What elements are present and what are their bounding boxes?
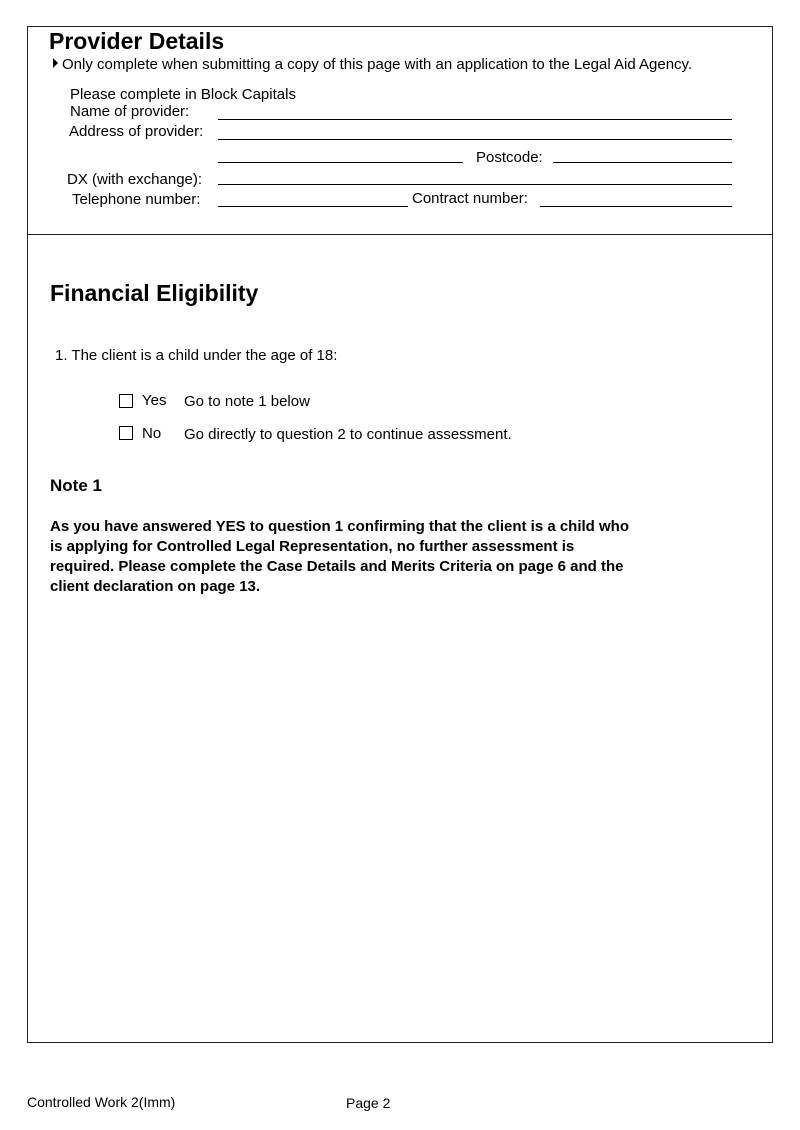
bullet-arrow-icon (53, 58, 58, 68)
provider-details-title: Provider Details (49, 28, 225, 54)
no-option-label: No (142, 425, 162, 442)
telephone-label: Telephone number: (72, 191, 201, 208)
block-capitals-note: Please complete in Block Capitals (70, 86, 296, 103)
no-option-note: Go directly to question 2 to continue assessment. (184, 426, 512, 443)
dx-label: DX (with exchange): (67, 171, 203, 188)
address-line-1-field[interactable] (218, 139, 732, 140)
question-1: 1. The client is a child under the age of 18: (55, 347, 338, 364)
note-1-title: Note 1 (50, 476, 102, 495)
telephone-field[interactable] (218, 206, 408, 207)
yes-option-note: Go to note 1 below (184, 393, 310, 410)
address-line-2-field[interactable] (218, 162, 463, 163)
note-1-line: required. Please complete the Case Details and Merits Criteria on page 6 and the (50, 558, 624, 575)
no-checkbox[interactable] (119, 426, 133, 440)
postcode-label: Postcode: (476, 149, 543, 166)
name-of-provider-label: Name of provider: (70, 103, 190, 120)
note-1-line: is applying for Controlled Legal Representation, no further assessment is (50, 538, 575, 555)
note-1-paragraph (50, 517, 629, 597)
contract-number-label: Contract number: (412, 190, 528, 207)
form-reference: Controlled Work 2(Imm) (27, 1094, 176, 1110)
page-number: Page 2 (346, 1095, 391, 1111)
note-1-line: As you have answered YES to question 1 confirming that the client is a child who (50, 518, 630, 535)
note-1-line: client declaration on page 13. (50, 578, 261, 595)
section-divider (27, 234, 773, 235)
address-of-provider-label: Address of provider: (69, 123, 204, 140)
financial-eligibility-title: Financial Eligibility (50, 280, 259, 306)
contract-number-field[interactable] (540, 206, 732, 207)
name-of-provider-field[interactable] (218, 119, 732, 120)
provider-instruction: Only complete when submitting a copy of this page with an application to the Legal Aid Agency. (62, 56, 693, 73)
yes-checkbox[interactable] (119, 394, 133, 408)
yes-option-label: Yes (142, 392, 167, 409)
dx-field[interactable] (218, 184, 732, 185)
postcode-field[interactable] (553, 162, 732, 163)
